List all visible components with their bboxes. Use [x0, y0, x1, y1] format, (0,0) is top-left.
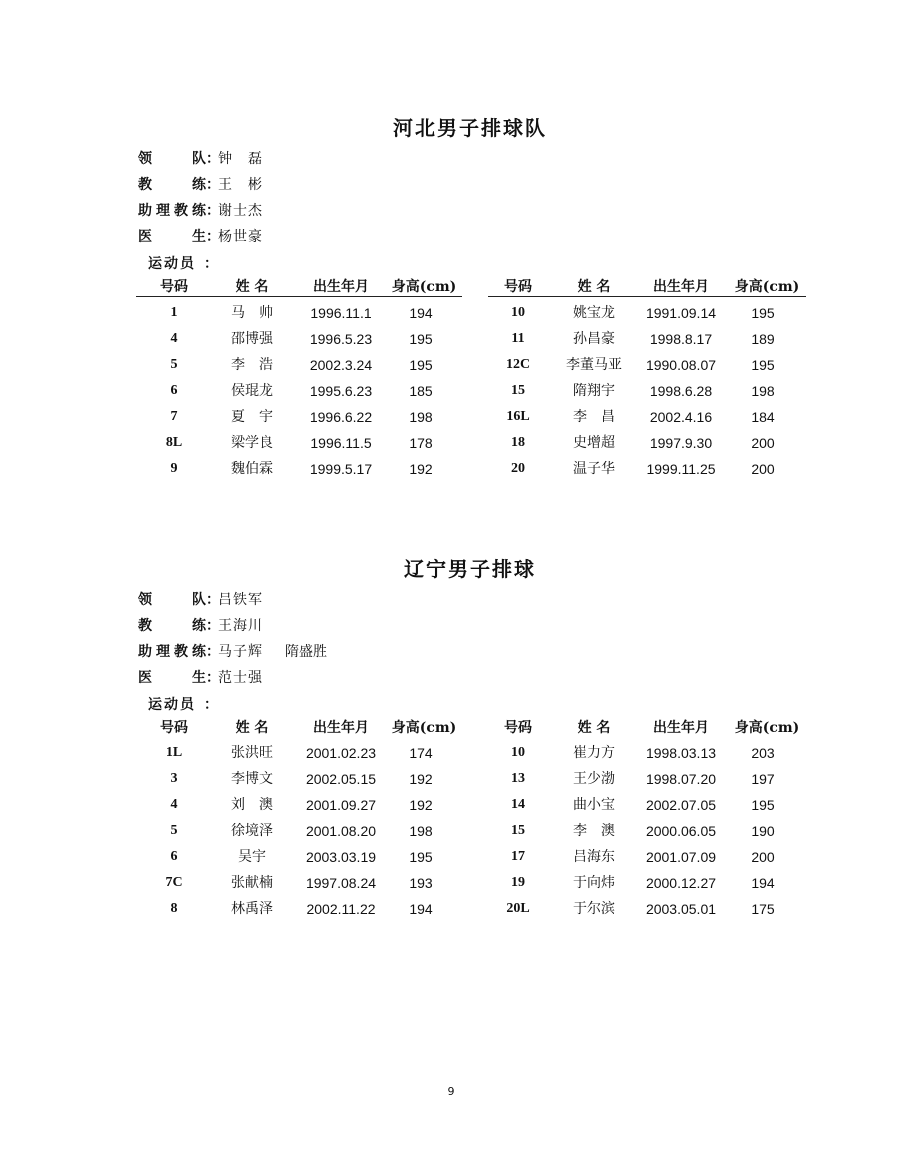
staff-role: 领队	[138, 592, 206, 608]
player-name: 曲小宝	[573, 797, 615, 813]
player-birth: 2002.07.05	[645, 797, 717, 813]
header-name: 姓 名	[577, 279, 611, 295]
player-birth: 1997.08.24	[305, 875, 377, 891]
staff-name: 王 彬	[218, 177, 263, 193]
player-name: 张洪旺	[231, 745, 273, 761]
player-birth: 1998.07.20	[645, 771, 717, 787]
player-birth: 2003.05.01	[645, 901, 717, 917]
player-name: 吴宇	[238, 849, 266, 865]
player-birth: 2000.06.05	[645, 823, 717, 839]
table-row	[136, 740, 462, 766]
header-height: 身高(cm)	[734, 279, 800, 295]
staff-list	[138, 587, 638, 691]
roster-header	[136, 276, 462, 297]
player-name: 侯琨龙	[231, 383, 273, 399]
player-birth: 2001.02.23	[305, 745, 377, 761]
player-name: 温子华	[573, 461, 615, 477]
roster-rows	[488, 740, 806, 922]
player-height: 193	[409, 875, 433, 891]
roster-right	[488, 276, 806, 476]
table-row	[488, 456, 806, 482]
player-name: 孙昌豪	[573, 331, 615, 347]
staff-colon: ：	[206, 151, 220, 167]
staff-name: 马子辉	[218, 644, 263, 660]
staff-role: 医生	[138, 670, 206, 686]
staff-colon: ：	[206, 229, 220, 245]
player-number: 15	[511, 383, 525, 398]
player-height: 198	[409, 823, 433, 839]
roster-right	[488, 717, 806, 917]
staff-row-assistant-coach	[138, 198, 638, 224]
player-birth: 1990.08.07	[645, 357, 717, 373]
roster-header	[488, 717, 806, 737]
staff-row-leader	[138, 587, 638, 613]
player-name: 王少渤	[573, 771, 615, 787]
player-number: 8	[170, 901, 178, 916]
player-birth: 1996.11.1	[310, 305, 372, 321]
player-height: 200	[751, 849, 775, 865]
staff-role: 教练	[138, 177, 206, 193]
player-number: 4	[170, 797, 178, 812]
player-number: 17	[511, 849, 525, 864]
roster-header	[488, 276, 806, 297]
header-birth: 出生年月	[313, 279, 369, 295]
staff-role: 医生	[138, 229, 206, 245]
player-number: 19	[511, 875, 525, 890]
staff-row-doctor	[138, 665, 638, 691]
player-birth: 1998.03.13	[645, 745, 717, 761]
player-birth: 1999.5.17	[309, 461, 373, 477]
player-name: 李董马亚	[566, 357, 622, 373]
player-height: 190	[751, 823, 775, 839]
player-name: 姚宝龙	[573, 305, 615, 321]
staff-colon: ：	[206, 644, 220, 660]
player-height: 195	[409, 357, 433, 373]
player-birth: 2001.07.09	[645, 849, 717, 865]
player-number: 14	[511, 797, 525, 812]
roster-rows	[136, 300, 462, 482]
athletes-label-text: 运动员	[148, 256, 196, 272]
player-height: 194	[409, 901, 433, 917]
player-number: 7C	[165, 875, 183, 890]
player-height: 195	[751, 797, 775, 813]
table-row	[136, 352, 462, 378]
table-row	[488, 844, 806, 870]
staff-row-assistant-coach	[138, 639, 638, 665]
player-name: 于向炜	[573, 875, 615, 891]
player-birth: 1996.6.22	[309, 409, 373, 425]
table-row	[136, 896, 462, 922]
player-birth: 1991.09.14	[645, 305, 717, 321]
table-row	[488, 792, 806, 818]
player-number: 6	[170, 849, 178, 864]
player-birth: 2002.05.15	[305, 771, 377, 787]
team-title: 辽宁男子排球	[404, 557, 536, 581]
player-height: 198	[751, 383, 775, 399]
roster-header	[136, 717, 462, 737]
player-number: 6	[170, 383, 178, 398]
staff-colon: ：	[206, 618, 220, 634]
staff-role: 助理教练	[138, 644, 206, 660]
player-name: 李博文	[231, 771, 273, 787]
header-birth: 出生年月	[653, 279, 709, 295]
player-number: 1	[170, 305, 178, 320]
player-name: 李 昌	[573, 409, 615, 425]
header-birth: 出生年月	[653, 720, 709, 736]
staff-name: 钟 磊	[218, 151, 263, 167]
staff-list	[138, 146, 638, 250]
player-height: 184	[751, 409, 775, 425]
player-height: 200	[751, 435, 775, 451]
player-birth: 1997.9.30	[649, 435, 713, 451]
table-row	[136, 326, 462, 352]
staff-role: 助理教练	[138, 203, 206, 219]
staff-name: 杨世豪	[218, 229, 263, 245]
table-row	[136, 844, 462, 870]
player-name: 林禹泽	[231, 901, 273, 917]
roster-rows	[136, 740, 462, 922]
header-number: 号码	[160, 279, 188, 295]
staff-row-coach	[138, 613, 638, 639]
player-height: 194	[409, 305, 433, 321]
roster-left	[136, 276, 462, 476]
table-row	[488, 326, 806, 352]
player-number: 13	[511, 771, 525, 786]
table-row	[136, 404, 462, 430]
player-height: 195	[751, 305, 775, 321]
player-name: 邵博强	[231, 331, 273, 347]
player-birth: 2002.4.16	[649, 409, 713, 425]
player-name: 刘 澳	[231, 797, 273, 813]
player-number: 5	[170, 823, 178, 838]
staff-name: 王海川	[218, 618, 263, 634]
staff-name: 吕铁军	[218, 592, 263, 608]
player-height: 192	[409, 771, 433, 787]
header-number: 号码	[160, 720, 188, 736]
player-number: 11	[511, 331, 525, 346]
player-number: 15	[511, 823, 525, 838]
player-name: 吕海东	[573, 849, 615, 865]
table-row	[488, 740, 806, 766]
player-height: 195	[409, 849, 433, 865]
page-number: 9	[447, 1085, 455, 1098]
player-height: 195	[409, 331, 433, 347]
staff-role: 教练	[138, 618, 206, 634]
header-name: 姓 名	[577, 720, 611, 736]
player-name: 徐境泽	[231, 823, 273, 839]
player-birth: 2001.09.27	[305, 797, 377, 813]
table-row	[488, 766, 806, 792]
player-birth: 1995.6.23	[309, 383, 373, 399]
table-row	[136, 430, 462, 456]
player-number: 1L	[165, 745, 183, 760]
player-name: 史增超	[573, 435, 615, 451]
player-birth: 2002.11.22	[306, 901, 376, 917]
staff-role: 领队	[138, 151, 206, 167]
table-row	[136, 766, 462, 792]
table-row	[136, 818, 462, 844]
player-name: 魏伯霖	[231, 461, 273, 477]
player-height: 194	[751, 875, 775, 891]
player-number: 7	[170, 409, 178, 424]
table-row	[136, 300, 462, 326]
athletes-label	[148, 253, 218, 273]
player-number: 10	[511, 305, 525, 320]
athletes-colon: ：	[204, 697, 218, 713]
table-row	[488, 818, 806, 844]
player-height: 200	[751, 461, 775, 477]
staff-colon: ：	[206, 203, 220, 219]
table-row	[488, 870, 806, 896]
player-name: 隋翔宇	[573, 383, 615, 399]
staff-name: 隋盛胜	[285, 644, 327, 660]
table-row	[136, 792, 462, 818]
player-number: 20	[511, 461, 525, 476]
table-row	[136, 870, 462, 896]
table-row	[488, 378, 806, 404]
player-name: 于尔滨	[573, 901, 615, 917]
player-birth: 2000.12.27	[645, 875, 717, 891]
player-birth: 1998.6.28	[649, 383, 713, 399]
player-birth: 2003.03.19	[305, 849, 377, 865]
player-name: 李 澳	[573, 823, 615, 839]
table-row	[488, 404, 806, 430]
player-birth: 1998.8.17	[649, 331, 713, 347]
header-name: 姓 名	[235, 720, 269, 736]
team-title: 河北男子排球队	[393, 116, 547, 140]
player-name: 夏 宇	[231, 409, 273, 425]
staff-name: 范士强	[218, 670, 263, 686]
table-row	[136, 378, 462, 404]
player-height: 174	[409, 745, 433, 761]
player-birth: 2002.3.24	[309, 357, 373, 373]
roster-left	[136, 717, 462, 917]
player-height: 175	[751, 901, 775, 917]
player-number: 5	[170, 357, 178, 372]
player-number: 16L	[506, 409, 530, 424]
player-number: 20L	[506, 901, 530, 916]
player-height: 178	[409, 435, 433, 451]
header-birth: 出生年月	[313, 720, 369, 736]
player-birth: 1999.11.25	[646, 461, 716, 477]
player-height: 198	[409, 409, 433, 425]
table-row	[488, 352, 806, 378]
player-birth: 1996.11.5	[310, 435, 372, 451]
player-height: 203	[751, 745, 775, 761]
header-number: 号码	[504, 279, 532, 295]
player-height: 195	[751, 357, 775, 373]
header-name: 姓 名	[235, 279, 269, 295]
player-number: 10	[511, 745, 525, 760]
staff-row-leader	[138, 146, 638, 172]
player-number: 9	[170, 461, 178, 476]
table-row	[488, 430, 806, 456]
player-height: 192	[409, 797, 433, 813]
player-height: 192	[409, 461, 433, 477]
header-height: 身高(cm)	[734, 720, 800, 736]
athletes-label	[148, 694, 218, 714]
player-number: 12C	[505, 357, 531, 372]
player-height: 197	[751, 771, 775, 787]
player-name: 马 帅	[231, 305, 273, 321]
staff-colon: ：	[206, 670, 220, 686]
table-row	[488, 300, 806, 326]
header-number: 号码	[504, 720, 532, 736]
player-birth: 2001.08.20	[305, 823, 377, 839]
player-name: 张献楠	[231, 875, 273, 891]
athletes-label-text: 运动员	[148, 697, 196, 713]
player-name: 李 浩	[231, 357, 273, 373]
staff-row-doctor	[138, 224, 638, 250]
player-name: 崔力方	[573, 745, 615, 761]
staff-name: 谢士杰	[218, 203, 263, 219]
player-number: 8L	[165, 435, 183, 450]
player-number: 4	[170, 331, 178, 346]
header-height: 身高(cm)	[391, 720, 457, 736]
player-name: 梁学良	[231, 435, 273, 451]
staff-colon: ：	[206, 592, 220, 608]
roster-rows	[488, 300, 806, 482]
header-height: 身高(cm)	[391, 279, 457, 295]
table-row	[488, 896, 806, 922]
staff-row-coach	[138, 172, 638, 198]
player-number: 3	[170, 771, 178, 786]
player-birth: 1996.5.23	[309, 331, 373, 347]
staff-colon: ：	[206, 177, 220, 193]
table-row	[136, 456, 462, 482]
player-height: 185	[409, 383, 433, 399]
player-number: 18	[511, 435, 525, 450]
player-height: 189	[751, 331, 775, 347]
athletes-colon: ：	[204, 256, 218, 272]
